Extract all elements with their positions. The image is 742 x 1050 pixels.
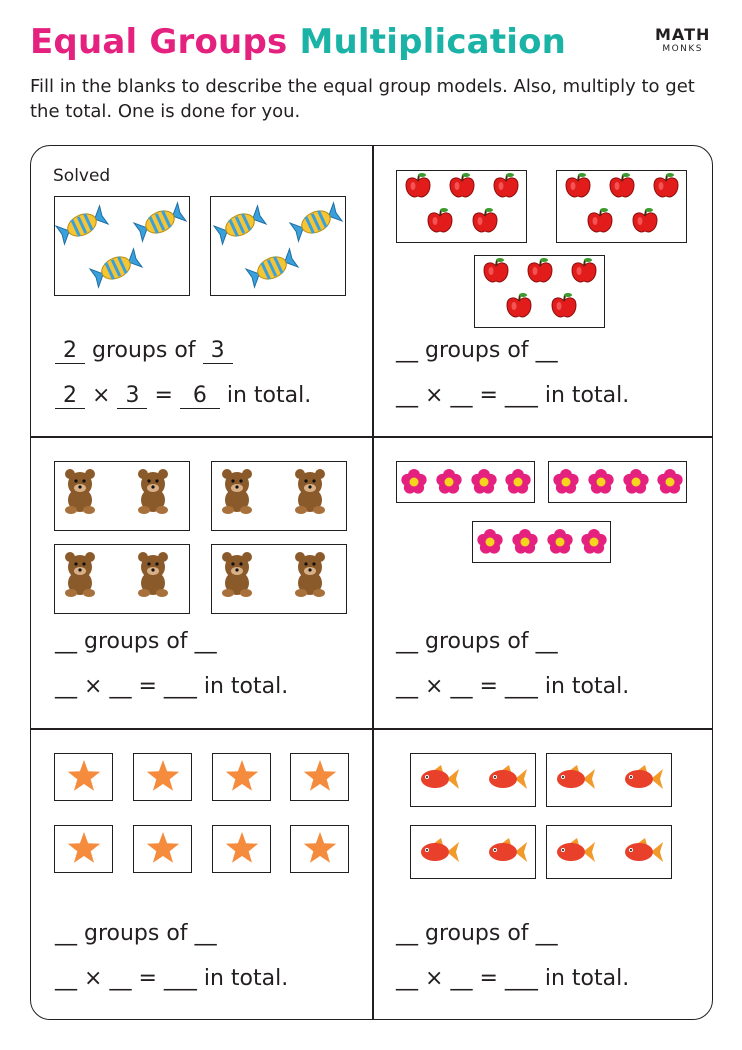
fish-icon xyxy=(421,765,459,789)
per-group-blank[interactable]: __ xyxy=(535,921,558,946)
apple-icon xyxy=(494,173,518,197)
factor2-blank[interactable]: __ xyxy=(109,674,132,699)
apple-icon xyxy=(610,173,634,197)
factor1-blank[interactable]: __ xyxy=(55,966,77,991)
example-groups-line xyxy=(55,338,233,364)
apple-icon xyxy=(633,208,657,232)
flower-icon xyxy=(547,529,572,554)
example-factor1-answer: 2 xyxy=(55,384,85,409)
per-group-blank[interactable]: __ xyxy=(194,629,217,654)
problem-4-groups-line xyxy=(396,629,558,654)
fish-icon xyxy=(557,765,595,789)
problem-6-groups-line xyxy=(396,921,558,946)
flower-icon xyxy=(588,469,613,494)
product-blank[interactable]: ___ xyxy=(504,383,538,408)
star-icon xyxy=(147,832,179,863)
teddy-bear-icon xyxy=(138,469,168,514)
factor2-blank[interactable]: __ xyxy=(450,674,473,699)
groups-of-text: groups of xyxy=(425,629,529,654)
times-sign: × xyxy=(84,966,103,991)
flower-icon xyxy=(436,469,461,494)
product-blank[interactable]: ___ xyxy=(504,674,538,699)
fish-icon xyxy=(557,838,595,862)
teddy-bear-icon xyxy=(222,552,252,597)
apple-icon xyxy=(473,208,497,232)
groups-blank[interactable]: __ xyxy=(396,338,418,363)
groups-blank[interactable]: __ xyxy=(55,629,77,654)
problem-3-equation-line xyxy=(55,674,288,699)
flower-icon xyxy=(471,469,496,494)
fish-icon xyxy=(625,765,663,789)
star-icon xyxy=(68,832,100,863)
equals-sign: = xyxy=(154,383,173,408)
apple-icon xyxy=(654,173,678,197)
fish-icon xyxy=(625,838,663,862)
equals-sign: = xyxy=(479,966,498,991)
instructions: Fill in the blanks to describe the equal group models. Also, multiply to get the total. One is done for you. xyxy=(30,76,695,122)
star-icon xyxy=(304,832,336,863)
logo-line-1: MATH xyxy=(655,25,711,44)
equals-sign: = xyxy=(138,674,157,699)
equals-sign: = xyxy=(138,966,157,991)
teddy-bear-icon xyxy=(295,552,325,597)
flower-icon xyxy=(581,529,606,554)
title-part-1: Equal Groups xyxy=(30,22,288,62)
in-total-text: in total. xyxy=(544,674,630,699)
star-icon xyxy=(68,760,100,791)
star-icon xyxy=(304,760,336,791)
candy-icon xyxy=(246,249,298,287)
teddy-bear-icon xyxy=(138,552,168,597)
problem-3-groups-line xyxy=(55,629,217,654)
fish-icon xyxy=(421,838,459,862)
flower-icon xyxy=(401,469,426,494)
apple-icon xyxy=(552,293,576,317)
problem-4-equation-line xyxy=(396,674,629,699)
star-icon xyxy=(147,760,179,791)
factor2-blank[interactable]: __ xyxy=(109,966,132,991)
problem-6-equation-line xyxy=(396,966,629,991)
times-sign: × xyxy=(425,674,444,699)
example-product-answer: 6 xyxy=(180,384,220,409)
flower-icon xyxy=(553,469,578,494)
groups-blank[interactable]: __ xyxy=(55,921,77,946)
flower-icon xyxy=(657,469,682,494)
example-equation-line xyxy=(55,383,311,409)
apple-icon xyxy=(528,258,552,282)
title-part-2: Multiplication xyxy=(299,22,567,62)
teddy-bear-icon xyxy=(65,552,95,597)
example-factor2-answer: 3 xyxy=(117,384,147,409)
times-sign: × xyxy=(84,674,103,699)
fish-icon xyxy=(489,838,527,862)
example-groups-answer: 2 xyxy=(55,339,85,364)
in-total-text: in total. xyxy=(544,966,630,991)
apple-icon xyxy=(450,173,474,197)
per-group-blank[interactable]: __ xyxy=(194,921,217,946)
equals-sign: = xyxy=(479,674,498,699)
problem-2-groups-line xyxy=(396,338,558,363)
candy-icon xyxy=(290,203,342,241)
teddy-bear-icon xyxy=(295,469,325,514)
product-blank[interactable]: ___ xyxy=(163,966,197,991)
flower-icon xyxy=(623,469,648,494)
candy-icon xyxy=(90,249,142,287)
groups-of-text: groups of xyxy=(92,338,196,363)
groups-of-text: groups of xyxy=(425,921,529,946)
example-per-group-answer: 3 xyxy=(203,339,233,364)
star-icon xyxy=(226,832,258,863)
flower-icon xyxy=(477,529,502,554)
groups-of-text: groups of xyxy=(84,629,188,654)
in-total-text: in total. xyxy=(203,966,289,991)
groups-blank[interactable]: __ xyxy=(396,629,418,654)
teddy-bear-icon xyxy=(222,469,252,514)
candy-icon xyxy=(214,206,266,244)
product-blank[interactable]: ___ xyxy=(504,966,538,991)
fish-icon xyxy=(489,765,527,789)
problem-2-equation-line xyxy=(396,383,629,408)
factor2-blank[interactable]: __ xyxy=(450,383,473,408)
candy-icon xyxy=(134,203,186,241)
factor2-blank[interactable]: __ xyxy=(450,966,473,991)
flower-icon xyxy=(505,469,530,494)
problem-5-equation-line xyxy=(55,966,288,991)
logo-line-2: MONKS xyxy=(662,44,704,54)
apple-icon xyxy=(406,173,430,197)
per-group-blank[interactable]: __ xyxy=(535,338,558,363)
star-icon xyxy=(226,760,258,791)
in-total-text: in total. xyxy=(544,383,630,408)
factor1-blank[interactable]: __ xyxy=(396,383,418,408)
apple-icon xyxy=(572,258,596,282)
teddy-bear-icon xyxy=(65,469,95,514)
apple-icon xyxy=(566,173,590,197)
solved-label: Solved xyxy=(53,166,111,186)
problem-5-groups-line xyxy=(55,921,217,946)
in-total-text: in total. xyxy=(203,674,289,699)
in-total-text: in total. xyxy=(226,383,312,408)
product-blank[interactable]: ___ xyxy=(163,674,197,699)
groups-blank[interactable]: __ xyxy=(396,921,418,946)
apple-icon xyxy=(484,258,508,282)
apple-icon xyxy=(588,208,612,232)
times-sign: × xyxy=(425,966,444,991)
groups-of-text: groups of xyxy=(84,921,188,946)
per-group-blank[interactable]: __ xyxy=(535,629,558,654)
groups-of-text: groups of xyxy=(425,338,529,363)
candy-icon xyxy=(56,206,108,244)
factor1-blank[interactable]: __ xyxy=(396,674,418,699)
times-sign: × xyxy=(425,383,444,408)
apple-icon xyxy=(428,208,452,232)
apple-icon xyxy=(507,293,531,317)
flower-icon xyxy=(512,529,537,554)
factor1-blank[interactable]: __ xyxy=(55,674,77,699)
times-sign: × xyxy=(92,383,111,408)
equals-sign: = xyxy=(479,383,498,408)
factor1-blank[interactable]: __ xyxy=(396,966,418,991)
